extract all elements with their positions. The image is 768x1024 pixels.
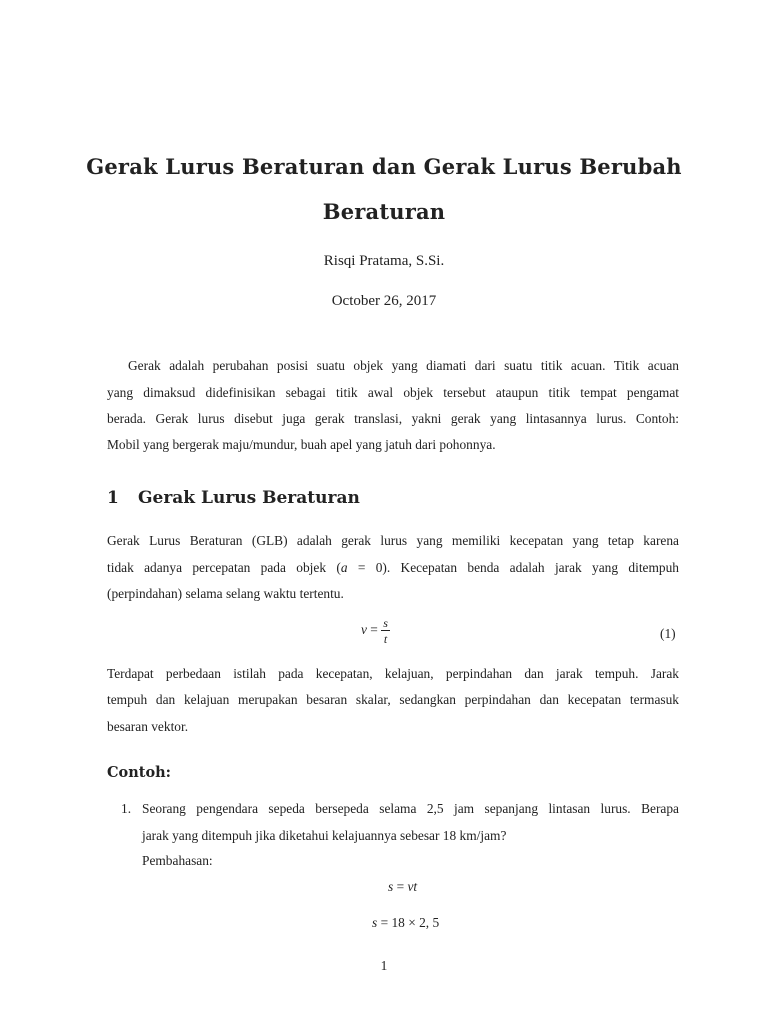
example-1-eq1-rhs: vt bbox=[407, 879, 418, 894]
section-1-para-1-line-3: (perpindahan) selama selang waktu tertentu. bbox=[107, 586, 344, 601]
intro-line-3: berada. Gerak lurus disebut juga gerak translasi, yakni gerak yang lintasannya lurus. Contoh: bbox=[107, 411, 679, 426]
equation-1-lhs: v bbox=[361, 622, 367, 638]
math-var-a: a bbox=[340, 560, 348, 575]
example-1-equation-1 bbox=[388, 879, 417, 895]
intro-line-1: Gerak adalah perubahan posisi suatu objek yang diamati dari suatu titik acuan. Titik acuan bbox=[128, 358, 679, 373]
example-1-line-1: Seorang pengendara sepeda bersepeda selama 2,5 jam sepanjang lintasan lurus. Berapa bbox=[142, 801, 679, 816]
example-1-number: 1. bbox=[121, 801, 132, 816]
example-1-equation-2 bbox=[372, 915, 439, 931]
example-1-line-2: jarak yang ditempuh jika diketahui kelajuannya sebesar 18 km/jam? bbox=[142, 828, 507, 843]
section-1-para-1-line-2 bbox=[107, 560, 679, 576]
paper-title-line-2: Beraturan bbox=[322, 199, 446, 224]
page-number: 1 bbox=[380, 958, 388, 973]
example-1-discussion-label: Pembahasan: bbox=[142, 853, 213, 868]
author: Risqi Pratama, S.Si. bbox=[323, 253, 445, 269]
equation-1-fraction bbox=[381, 617, 390, 645]
example-1-eq1-equals: = bbox=[393, 879, 408, 894]
example-heading: Contoh: bbox=[107, 764, 172, 781]
line-2-post: ). Kecepatan benda adalah jarak yang ditempuh bbox=[382, 560, 679, 575]
section-1-para-2-line-1: Terdapat perbedaan istilah pada kecepatan, kelajuan, perpindahan dan jarak tempuh. Jarak bbox=[107, 666, 679, 681]
section-1-number: 1 bbox=[107, 488, 119, 508]
example-1-eq2-lhs: s bbox=[372, 915, 378, 930]
section-1-title: Gerak Lurus Beraturan bbox=[138, 488, 360, 508]
example-1-eq1-lhs: s bbox=[388, 879, 394, 894]
paper-title-line-1: Gerak Lurus Beraturan dan Gerak Lurus Berubah bbox=[86, 154, 682, 179]
equation-1 bbox=[361, 617, 390, 645]
date: October 26, 2017 bbox=[331, 293, 437, 309]
equation-1-denominator: t bbox=[383, 632, 388, 646]
section-1-para-1-line-1: Gerak Lurus Beraturan (GLB) adalah gerak lurus yang memiliki kecepatan yang tetap karena bbox=[107, 533, 679, 548]
intro-line-4: Mobil yang bergerak maju/mundur, buah apel yang jatuh dari pohonnya. bbox=[107, 437, 496, 452]
equation-1-numerator: s bbox=[383, 616, 388, 630]
section-1-para-2-line-3: besaran vektor. bbox=[107, 719, 189, 734]
equation-1-equals: = bbox=[366, 622, 382, 638]
section-1-para-2-line-2: tempuh dan kelajuan merupakan besaran skalar, sedangkan perpindahan dan kecepatan termasuk bbox=[107, 692, 679, 707]
equation-1-label: (1) bbox=[660, 626, 676, 641]
line-2-pre: tidak adanya percepatan pada objek ( bbox=[107, 560, 341, 575]
intro-line-2: yang dimaksud didefinisikan sebagai titik awal objek tersebut ataupun titik tempat pengamat bbox=[107, 385, 679, 400]
example-1-eq2-rhs: = 18 × 2, 5 bbox=[377, 915, 440, 930]
math-eq-zero: = 0 bbox=[347, 560, 383, 575]
